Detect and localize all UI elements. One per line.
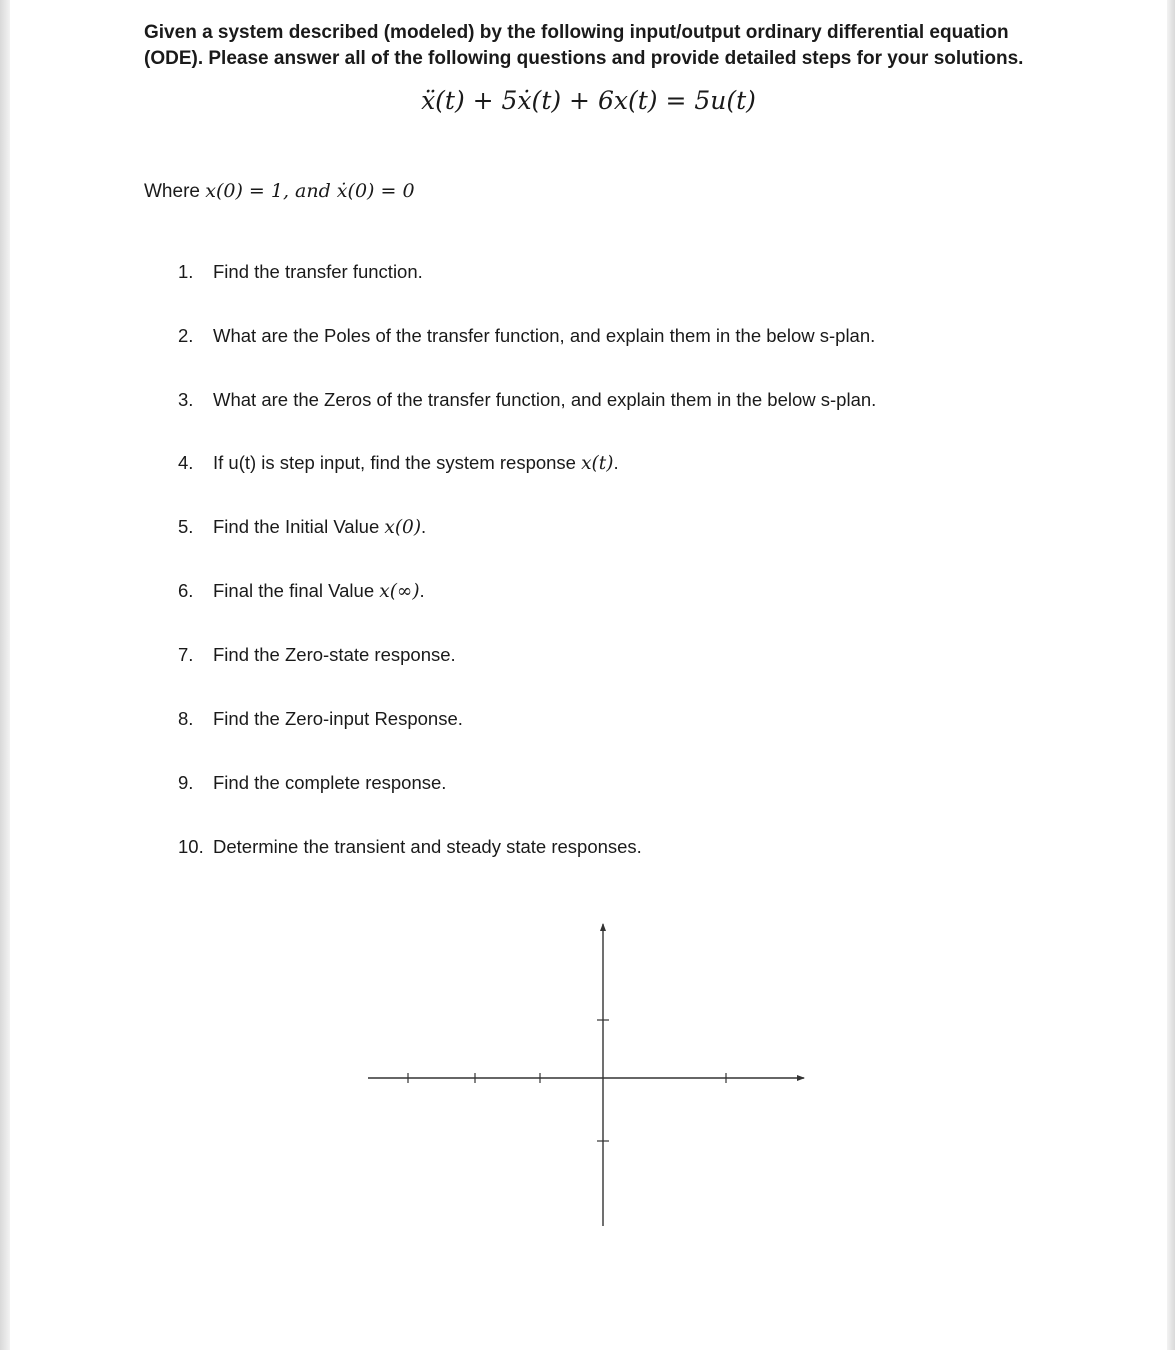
question-number: 3. <box>178 389 194 410</box>
question-text: Find the complete response. <box>213 772 447 793</box>
question-suffix: . <box>419 580 425 601</box>
question-text: Find the Zero-input Response. <box>213 708 463 729</box>
question-number: 10. <box>178 836 204 857</box>
question-text: Find the transfer function. <box>213 261 423 282</box>
question-math: x(t) <box>581 453 614 474</box>
question-text: Determine the transient and steady state responses. <box>213 836 642 857</box>
question-number: 8. <box>178 708 194 729</box>
ode-equation-text: ẍ(t) + 5ẋ(t) + 6x(t) = 5u(t) <box>421 86 756 115</box>
question-text: Find the Zero-state response. <box>213 644 456 665</box>
question-number: 4. <box>178 452 194 473</box>
initial-conditions-math: x(0) = 1, and ẋ(0) = 0 <box>205 180 415 202</box>
question-number: 5. <box>178 516 194 537</box>
question-text: What are the Poles of the transfer function, and explain them in the below s-plan. <box>213 325 876 346</box>
question-suffix: . <box>613 452 619 473</box>
initial-conditions-prefix: Where <box>144 181 206 202</box>
question-number: 6. <box>178 580 194 601</box>
question-number: 9. <box>178 772 194 793</box>
question-number: 2. <box>178 325 194 346</box>
question-text: What are the Zeros of the transfer function, and explain them in the below s-plan. <box>213 389 877 410</box>
question-suffix: . <box>421 516 427 537</box>
document-page <box>10 0 1167 1350</box>
page-shadow-left <box>0 0 10 1350</box>
page-shadow-right <box>1167 0 1175 1350</box>
question-text: If u(t) is step input, find the system response <box>213 452 582 473</box>
question-math: x(0) <box>384 517 422 538</box>
question-number: 7. <box>178 644 194 665</box>
question-number: 1. <box>178 261 194 282</box>
problem-intro: Given a system described (modeled) by the following input/output ordinary differential equation (ODE). Please answer all of the following questions and provide detailed steps for your solutions. <box>144 22 1024 69</box>
question-text: Final the final Value <box>213 580 380 601</box>
question-math: x(∞) <box>379 581 420 602</box>
question-text: Find the Initial Value <box>213 516 385 537</box>
s-plane-diagram <box>10 0 1167 1350</box>
